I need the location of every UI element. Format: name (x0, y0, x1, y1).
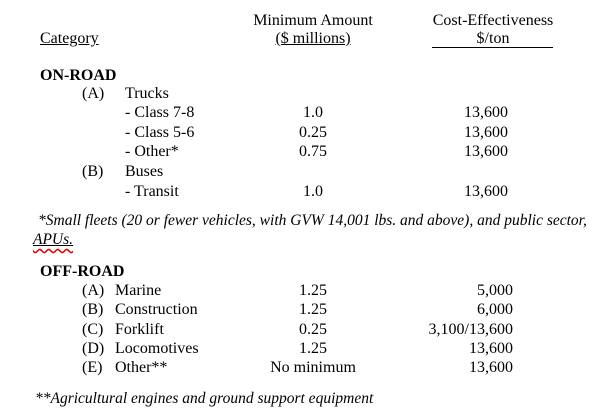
row-min-amount: 1.25 (299, 282, 327, 299)
row-name: Locomotives (115, 340, 199, 357)
row-cost: 13,600 (469, 340, 513, 357)
column-header-cost-effectiveness: Cost-Effectiveness (432, 12, 554, 29)
footnote-small-fleets-line2 (33, 230, 73, 249)
row-min-amount: 0.25 (299, 321, 327, 338)
row-name: - Class 5-6 (125, 124, 195, 141)
row-name: Marine (115, 282, 162, 299)
table-row (0, 358, 601, 378)
apus-text: APUs. (33, 231, 74, 248)
row-name: Trucks (125, 85, 169, 102)
row-name: Other** (115, 359, 168, 376)
column-header-category: Category (40, 30, 99, 47)
table-row (0, 300, 601, 320)
row-min-amount: 0.25 (299, 124, 327, 141)
row-cost: 13,600 (469, 359, 513, 376)
table-row (0, 123, 601, 143)
on-road-title: ON-ROAD (40, 67, 117, 84)
row-letter: (B) (82, 163, 104, 180)
row-min-amount: No minimum (270, 359, 356, 376)
table-row (0, 84, 601, 104)
row-min-amount: 1.25 (299, 340, 327, 357)
row-min-amount: 1.0 (303, 183, 323, 200)
row-letter: (E) (82, 359, 103, 376)
row-min-amount: 0.75 (299, 143, 327, 160)
row-cost: 13,600 (464, 143, 508, 160)
column-header-minimum-amount: Minimum Amount (253, 12, 373, 29)
row-cost: 3,100/13,600 (428, 321, 513, 338)
row-cost: 13,600 (464, 183, 508, 200)
section-title-on-road (0, 66, 601, 86)
section-title-off-road (0, 262, 601, 282)
row-letter: (A) (82, 282, 105, 299)
footnote-agricultural: **Agricultural engines and ground support equipment (35, 390, 374, 407)
column-header-per-ton: $/ton (476, 30, 510, 47)
footnote-small-fleets-line1: *Small fleets (20 or fewer vehicles, with GVW 14,001 lbs. and above), and public sector, (38, 212, 587, 229)
row-letter: (D) (82, 340, 105, 357)
row-letter: (B) (82, 301, 104, 318)
per-ton-underline-rule (432, 47, 553, 48)
row-name: - Class 7-8 (125, 104, 195, 121)
row-cost: 13,600 (464, 104, 508, 121)
row-cost: 5,000 (477, 282, 513, 299)
millions-underlined-text: ($ millions) (275, 30, 351, 47)
row-name: Forklift (115, 321, 164, 338)
table-row (0, 103, 601, 123)
row-name: Construction (115, 301, 198, 318)
row-cost: 13,600 (464, 124, 508, 141)
table-row (0, 182, 601, 202)
off-road-title: OFF-ROAD (40, 263, 125, 280)
table-row (0, 162, 601, 182)
row-letter: (C) (82, 321, 104, 338)
row-cost: 6,000 (477, 301, 513, 318)
row-letter: (A) (82, 85, 105, 102)
table-header-line1 (0, 11, 601, 31)
table-row (0, 281, 601, 301)
table-row (0, 339, 601, 359)
row-name: - Transit (125, 183, 179, 200)
column-header-millions (238, 29, 388, 49)
table-row (0, 320, 601, 340)
table-header-line2 (0, 29, 601, 49)
table-row (0, 142, 601, 162)
row-min-amount: 1.0 (303, 104, 323, 121)
apus-underline (33, 231, 73, 248)
row-name: - Other* (125, 143, 179, 160)
row-name: Buses (125, 163, 164, 180)
row-min-amount: 1.25 (299, 301, 327, 318)
